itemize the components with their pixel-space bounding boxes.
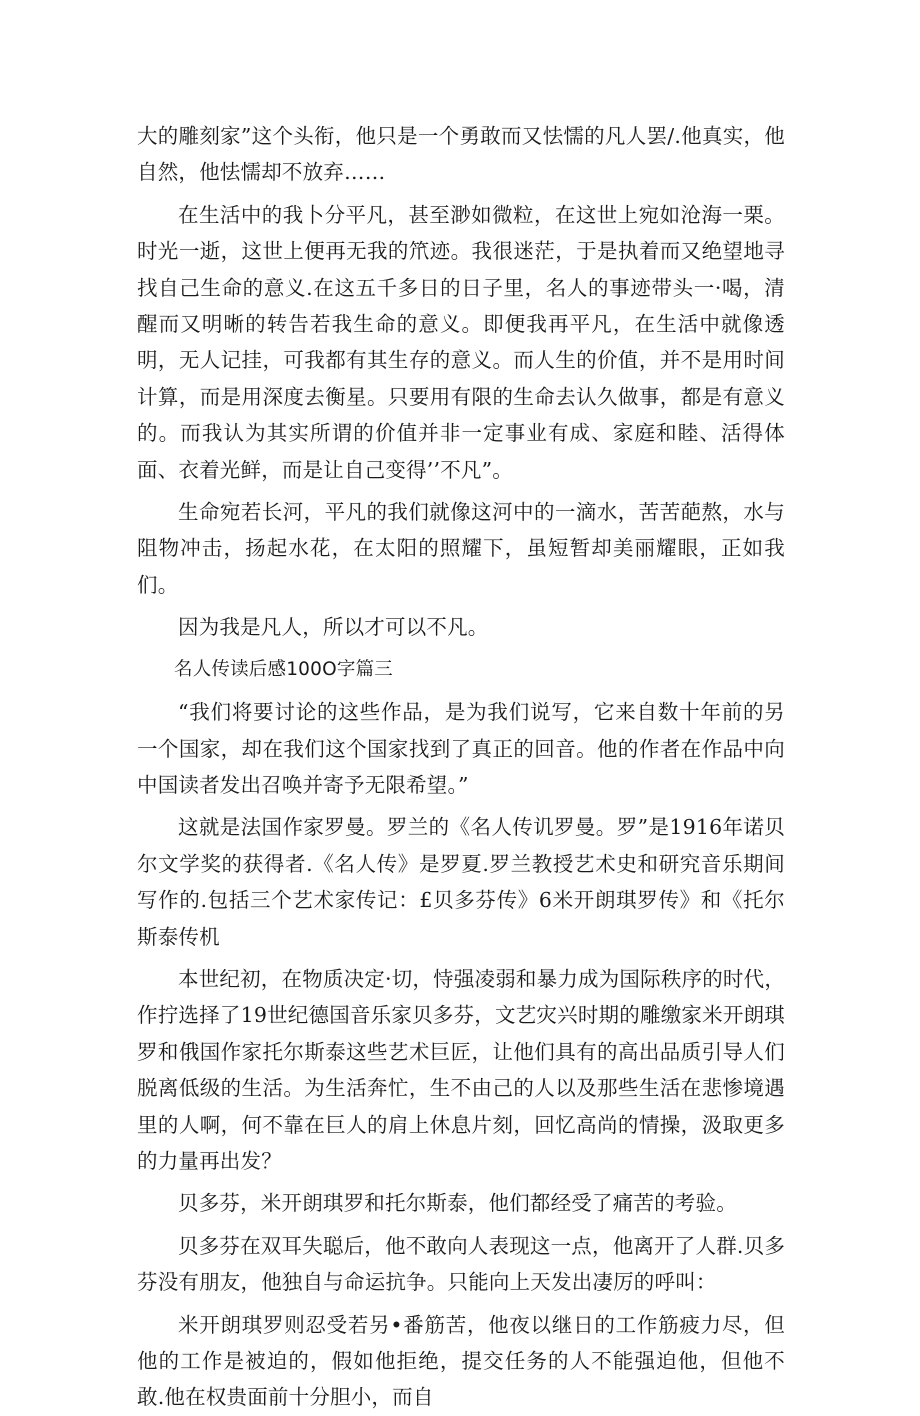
paragraph-quote: “我们将要讨论的这些作品，是为我们说写，它来自数十年前的另一个国家，却在我们这个国家找到了真正的回音。他的作者在作品中向中国读者发出召唤并寄予无限希望。”	[137, 700, 785, 797]
document-page	[137, 118, 785, 1416]
paragraph-romain-rolland: 这就是法国作家罗曼。罗兰的《名人传讥罗曼。罗”是1916年诺贝尔文学奖的获得者.《名人传》是罗夏.罗兰教授艺术史和研究音乐期间写作的.包括三个艺术家传记：£贝多芬传》6米开朗琪罗传》和《托尔斯泰传机	[137, 815, 785, 949]
paragraph-river-of-life: 生命宛若长河，平凡的我们就像这河中的一滴水，苦苦葩熬，水与阻物冲击，扬起水花，在太阳的照耀下，虽短暂却美丽耀眼，正如我们。	[137, 500, 785, 597]
paragraph-suffering: 贝多芬，米开朗琪罗和托尔斯泰，他们都经受了痛苦的考验。	[178, 1191, 737, 1216]
paragraph-beethoven: 贝多芬在双耳失聪后，他不敢向人表现这一点，他离开了人群.贝多芬没有朋友，他独自与命运抗争。只能向上天发出凄厉的呼叫：	[137, 1233, 786, 1295]
paragraph-michelangelo: 米开朗琪罗则忍受若另•番筋苦，他夜以继日的工作筋疲力尽，但他的工作是被迫的，假如他拒绝，提交任务的人不能强迫他，但他不敢.他在权贵面前十分胆小，而自	[137, 1312, 785, 1410]
paragraph-continuation: 大的雕刻家”这个头衔，他只是一个勇敢而又怯懦的凡人罢/.他真实，他自然，他怯懦却不放弃……	[137, 124, 785, 185]
paragraph-ordinary-life: 在生活中的我卜分平凡，甚至渺如微粒，在这世上宛如沧海一栗。时光一逝，这世上便再无我的笊迹。我很迷茫，于是执着而又绝望地寻找自己生命的意义.在这五千多日的日子里，名人的事迹带头一·喝，清醒而又明晰的转告若我生命的意义。即便我再平凡，在生活中就像透明，无人记挂，可我都有其生存的意义。而人生的价值，并不是用时间计算，而是用深度去衡星。只要用有限的生命去认久做事，都是有意义的。而我认为其实所谓的价值并非一定事业有成、家庭和睦、活得体面、衣着光鲜，而是让自己变得’’不凡”。	[137, 202, 785, 482]
paragraph-century: 本世纪初，在物质决定·切，恃强凌弱和暴力成为国际秩序的时代，作拧选择了19世纪德国音乐家贝多芬，文艺灾兴时期的雕缴家米开朗琪罗和俄国作家托尔斯泰这些艺术巨匠，让他们具有的高出品质引导人们脱离低级的生活。为生活奔忙，生不由己的人以及那些生活在悲惨境遇里的人啊，何不靠在巨人的肩上休息片刻，回忆高尚的情操，汲取更多的力量再出发？	[137, 966, 786, 1173]
section-heading: 名人传读后感100O字篇三	[174, 658, 393, 680]
paragraph-conclusion: 因为我是凡人，所以才可以不凡。	[178, 615, 489, 640]
